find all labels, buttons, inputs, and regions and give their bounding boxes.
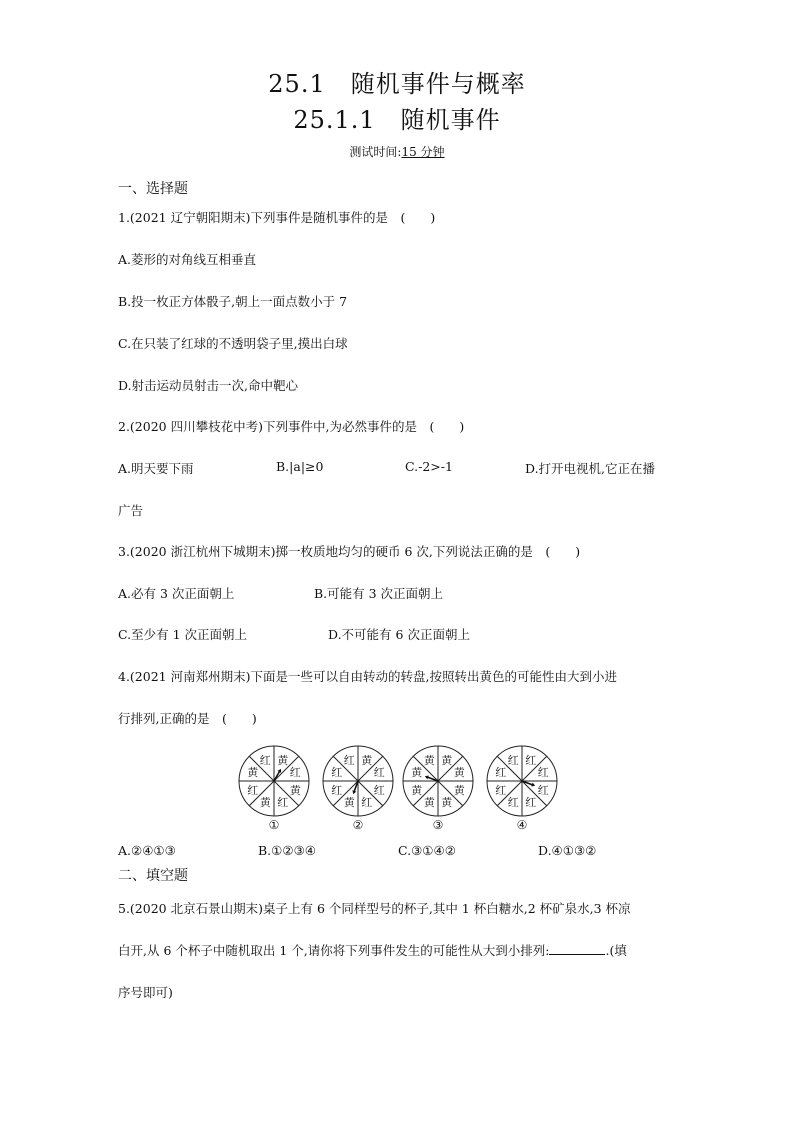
sector-label: 黄	[441, 796, 453, 810]
q4-stem-line1: 4.(2021 河南郑州期末)下面是一些可以自由转动的转盘,按照转出黄色的可能性由大到小进	[118, 669, 617, 684]
sector-label: 黄	[453, 766, 465, 780]
page-subtitle: 25.1.1 随机事件	[293, 106, 501, 134]
q3-option-d: D.不可能有 6 次正面朝上	[328, 627, 470, 642]
sector-label: 黄	[441, 753, 453, 767]
sector-label: 黄	[247, 766, 259, 780]
sector-label: 黄	[423, 753, 435, 767]
q4-option-a: A.②④①③	[118, 843, 176, 858]
q4-stem-line2: 行排列,正确的是 ( )	[118, 711, 257, 726]
sector-label: 红	[525, 796, 537, 810]
spinner-wheel-4	[485, 744, 559, 818]
q5-line2-end: .(填	[605, 943, 627, 958]
sector-label: 红	[361, 796, 373, 810]
test-time-value: 15 分钟	[401, 145, 445, 159]
sector-label: 黄	[277, 753, 289, 767]
q2-option-a: A.明天要下雨	[118, 461, 194, 476]
sector-label: 红	[507, 796, 519, 810]
sector-label: 红	[507, 753, 519, 767]
section-fill-heading: 二、填空题	[118, 868, 188, 884]
sector-label: 黄	[411, 766, 423, 780]
sector-label: 黄	[453, 783, 465, 797]
q2-option-c: C.-2>-1	[405, 459, 453, 474]
sector-label: 红	[373, 766, 385, 780]
sector-label: 黄	[423, 796, 435, 810]
q3-option-a: A.必有 3 次正面朝上	[118, 586, 235, 601]
q1-stem: 1.(2021 辽宁朝阳期末)下列事件是随机事件的是 ( )	[118, 210, 436, 225]
q2-stem: 2.(2020 四川攀枝花中考)下列事件中,为必然事件的是 ( )	[118, 419, 465, 434]
q2-option-b: B.|a|≥0	[276, 459, 324, 474]
sector-label: 红	[289, 766, 301, 780]
sector-label: 红	[373, 783, 385, 797]
wheel-label-2: ②	[352, 818, 364, 832]
q4-option-d: D.④①③②	[538, 843, 597, 858]
answer-blank[interactable]	[549, 942, 605, 955]
sector-label: 红	[331, 766, 343, 780]
page-title: 25.1 随机事件与概率	[268, 70, 526, 98]
sector-label: 黄	[361, 753, 373, 767]
test-time-label: 测试时间:	[349, 145, 402, 159]
q5-line2	[118, 941, 627, 959]
sector-label: 红	[495, 766, 507, 780]
sector-label: 红	[525, 753, 537, 767]
q4-option-c: C.③①④②	[398, 843, 456, 858]
q1-option-b: B.投一枚正方体骰子,朝上一面点数小于 7	[118, 294, 348, 309]
sector-label: 黄	[289, 783, 301, 797]
sector-label: 红	[247, 783, 259, 797]
sector-label: 红	[331, 783, 343, 797]
test-time	[0, 143, 794, 160]
sector-label: 黄	[343, 796, 355, 810]
sector-label: 红	[259, 753, 271, 767]
sector-label: 红	[343, 753, 355, 767]
wheel-label-1: ①	[268, 818, 280, 832]
sector-label: 红	[537, 766, 549, 780]
sector-label: 黄	[259, 796, 271, 810]
spinner-wheel-1	[237, 744, 311, 818]
q3-stem: 3.(2020 浙江杭州下城期末)掷一枚质地均匀的硬币 6 次,下列说法正确的是 ( )	[118, 544, 581, 559]
q3-option-c: C.至少有 1 次正面朝上	[118, 627, 247, 642]
sector-label: 红	[537, 783, 549, 797]
wheel-label-4: ④	[516, 818, 528, 832]
q5-line2-text: 白开,从 6 个杯子中随机取出 1 个,请你将下列事件发生的可能性从大到小排列:	[118, 943, 550, 958]
wheel-label-3: ③	[432, 818, 444, 832]
spinner-wheel-2	[321, 744, 395, 818]
section-choice-heading: 一、选择题	[118, 181, 188, 197]
q1-option-a: A.菱形的对角线互相垂直	[118, 252, 257, 267]
q1-option-c: C.在只装了红球的不透明袋子里,摸出白球	[118, 336, 348, 351]
q2-option-d: D.打开电视机,它正在播	[525, 461, 656, 476]
q2-option-d-continued: 广告	[118, 503, 144, 518]
spinner-wheel-3	[401, 744, 475, 818]
sector-label: 黄	[411, 783, 423, 797]
q4-option-b: B.①②③④	[258, 843, 316, 858]
sector-label: 红	[277, 796, 289, 810]
q5-line1: 5.(2020 北京石景山期末)桌子上有 6 个同样型号的杯子,其中 1 杯白糖水,2 杯矿泉水,3 杯凉	[118, 901, 631, 916]
sector-label: 红	[495, 783, 507, 797]
q1-option-d: D.射击运动员射击一次,命中靶心	[118, 378, 299, 393]
q3-option-b: B.可能有 3 次正面朝上	[314, 586, 444, 601]
q5-line3: 序号即可)	[118, 985, 173, 1000]
